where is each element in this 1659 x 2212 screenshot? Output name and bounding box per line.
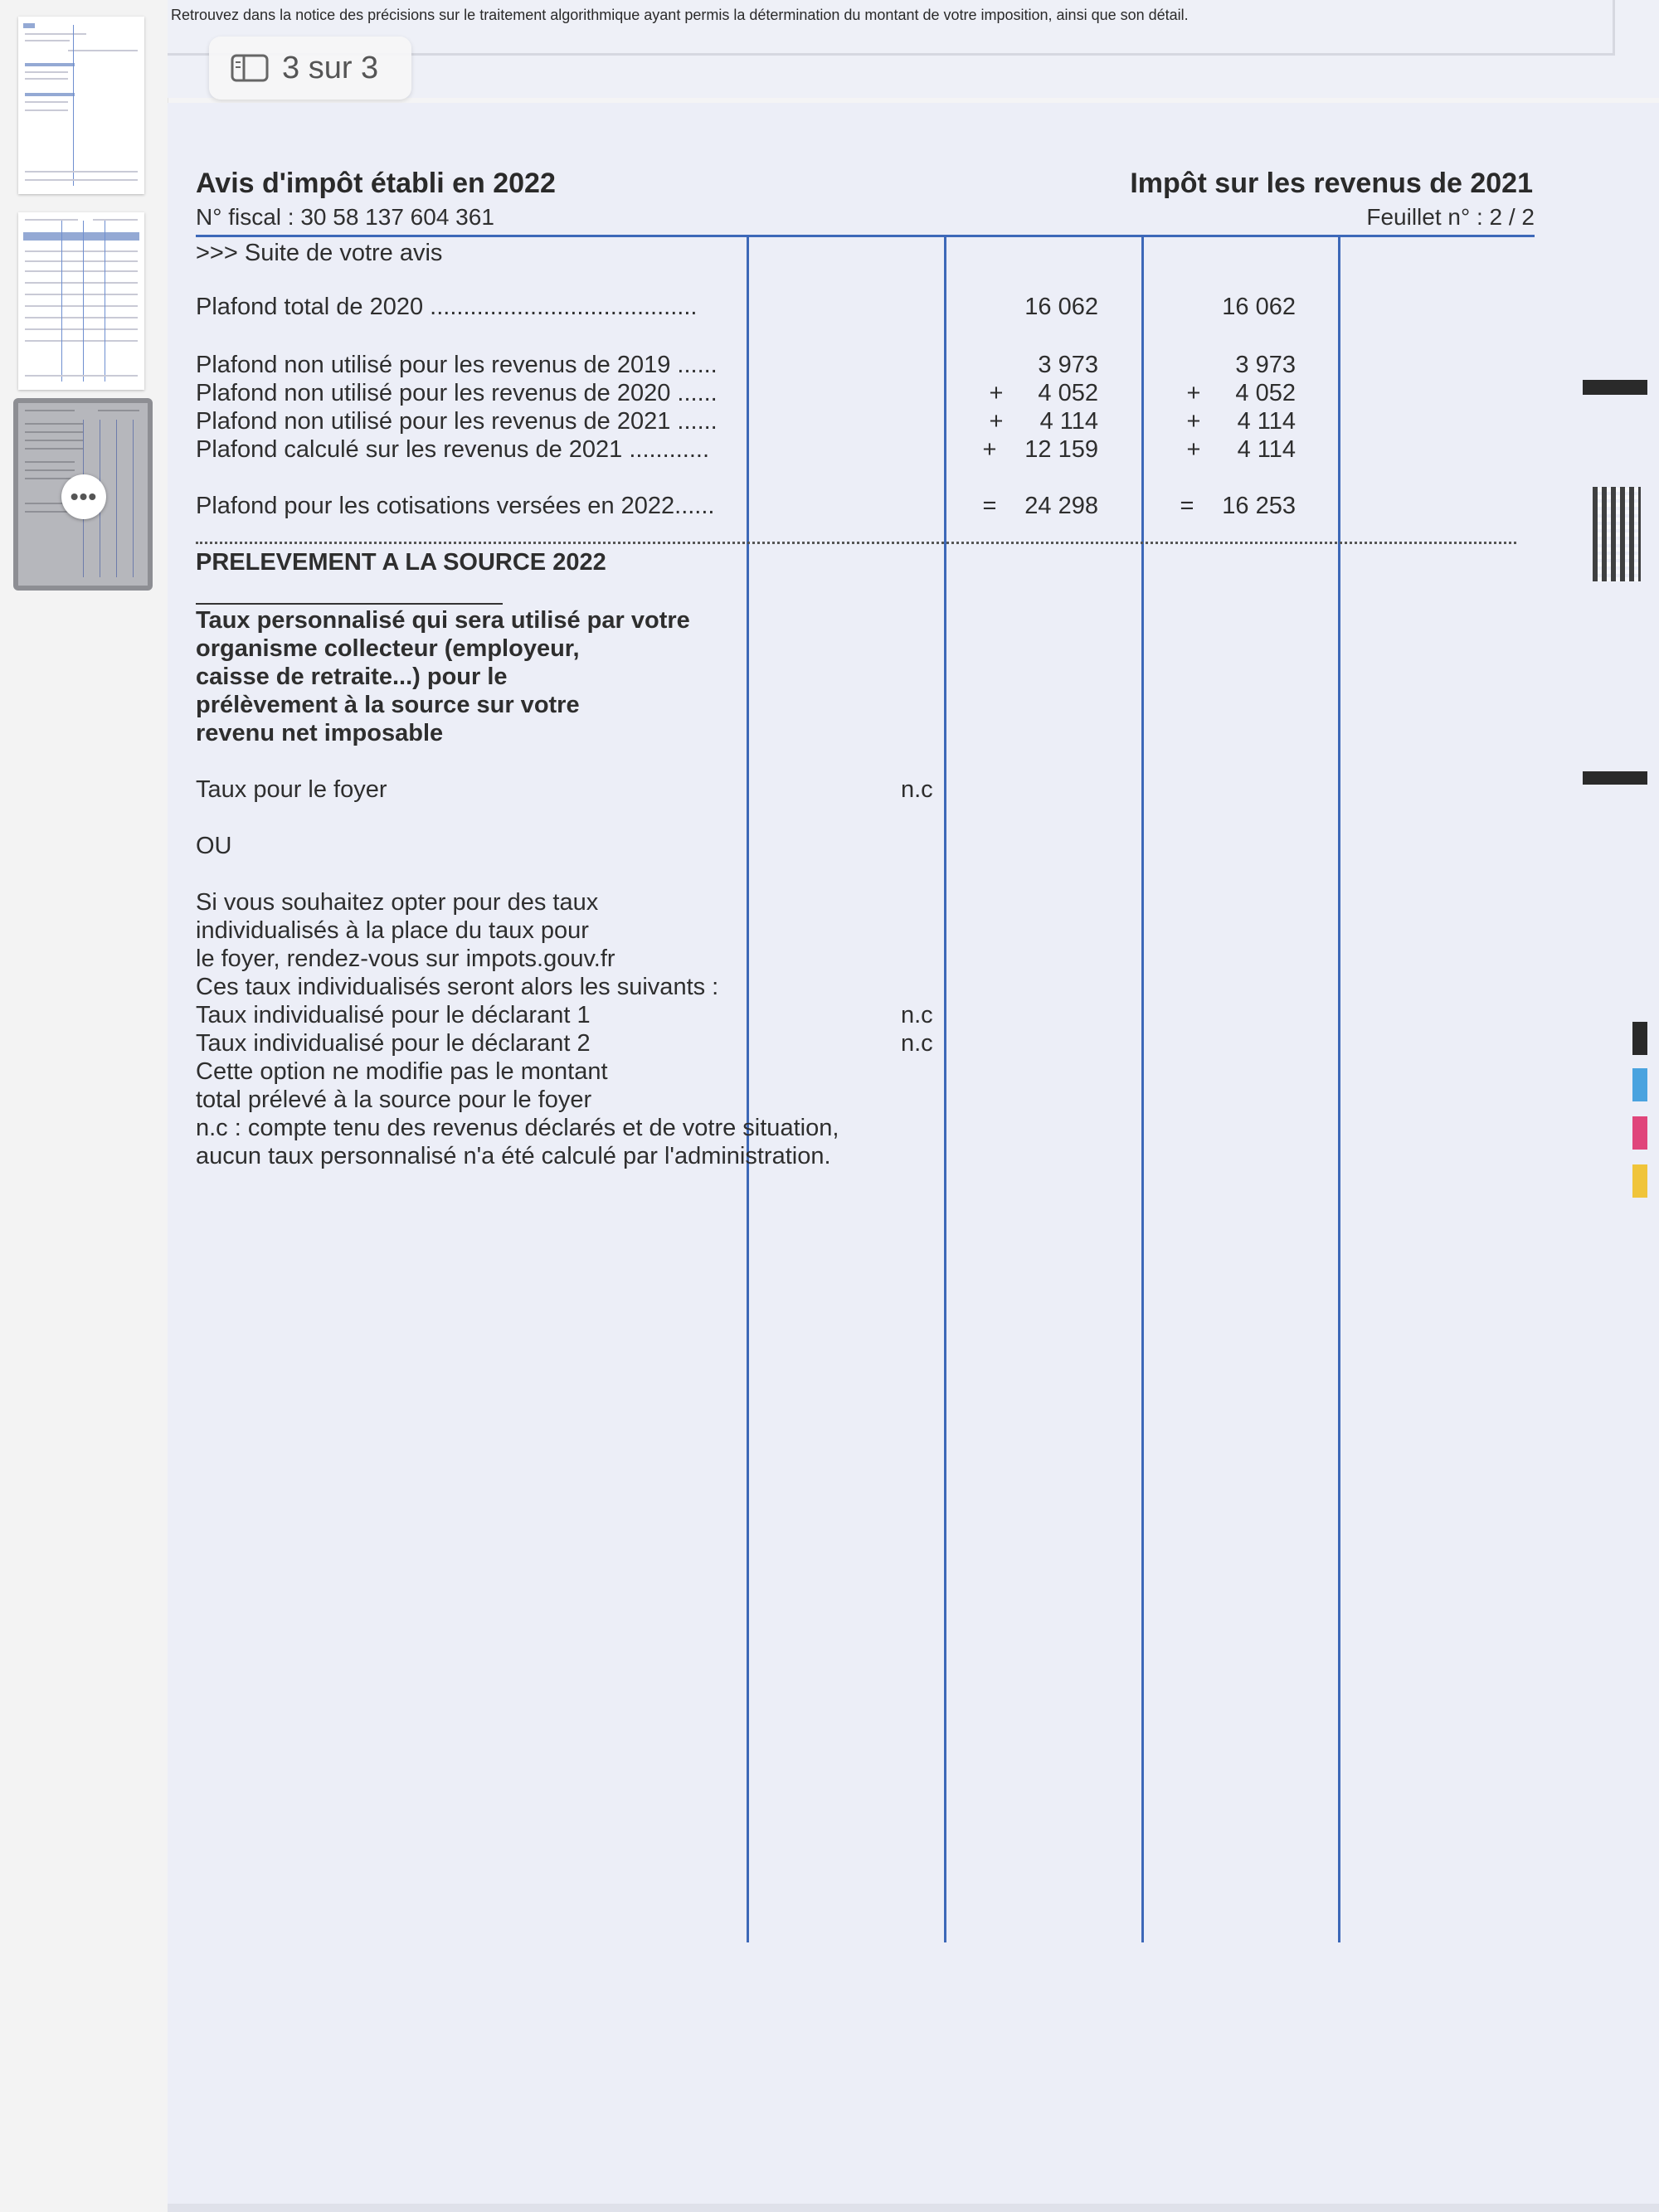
row-value-1: 24 298 [1024,493,1098,519]
datamatrix-code-icon [1593,487,1641,581]
row-value-1: 3 973 [1038,352,1098,378]
declarant-2-value: n.c [901,1030,933,1057]
rate-heading-line: organisme collecteur (employeur, [196,635,580,662]
column-divider [944,237,946,1942]
row-label: Plafond pour les cotisations versées en 2022...... [196,493,715,519]
option-text-line: Si vous souhaitez opter pour des taux [196,889,599,916]
row-label: Plafond calculé sur les revenus de 2021 ............ [196,436,710,463]
household-rate-label: Taux pour le foyer [196,776,387,803]
page-indicator-label: 3 sur 3 [282,50,379,85]
more-options-button[interactable]: ••• [61,474,106,519]
row-operator-1: + [982,436,997,463]
row-value-2: 16 253 [1222,493,1296,519]
declarant-2-label: Taux individualisé pour le déclarant 2 [196,1030,591,1057]
row-operator-2: = [1180,493,1194,519]
rate-heading-line: caisse de retraite...) pour le [196,664,508,690]
option-text-line: individualisés à la place du taux pour [196,917,589,944]
footnote-line: n.c : compte tenu des revenus déclarés et de votre situation, [196,1115,839,1141]
print-mark-magenta [1632,1116,1647,1150]
print-mark-black [1632,1022,1647,1055]
row-operator-2: + [1186,408,1201,435]
print-mark-yellow [1632,1164,1647,1198]
sidebar-toggle-icon[interactable] [231,54,269,82]
rate-heading-line: revenu net imposable [196,720,444,746]
thumbnail-sidebar [0,0,168,2212]
column-divider [1141,237,1144,1942]
footnote-line: Cette option ne modifie pas le montant [196,1058,608,1085]
option-text-line: Ces taux individualisés seront alors les suivants : [196,974,719,1000]
option-text-line: le foyer, rendez-vous sur impots.gouv.fr [196,946,615,972]
fiscal-number: N° fiscal : 30 58 137 604 361 [196,204,494,230]
row-value-2: 4 114 [1237,436,1296,463]
document-page [168,103,1659,2212]
declarant-1-label: Taux individualisé pour le déclarant 1 [196,1002,591,1028]
sheet-number: Feuillet n° : 2 / 2 [1366,204,1535,230]
page-indicator[interactable] [209,36,411,100]
or-label: OU [196,833,232,859]
section-underline [196,603,503,605]
row-label: Plafond non utilisé pour les revenus de 2019 ...... [196,352,718,378]
row-operator-1: + [989,408,1004,435]
thumbnail-page-1[interactable] [18,17,144,194]
rate-heading-line: prélèvement à la source sur votre [196,692,580,718]
page-bottom-edge [168,2204,1659,2212]
dotted-separator [196,542,1516,544]
row-value-1: 12 159 [1024,436,1098,463]
row-operator-2: + [1186,380,1201,406]
household-rate-value: n.c [901,776,933,803]
rate-heading-line: Taux personnalisé qui sera utilisé par votre [196,607,690,634]
continuation-label: >>> Suite de votre avis [196,240,443,266]
income-year-title: Impôt sur les revenus de 2021 [1130,168,1533,199]
row-operator-1: + [989,380,1004,406]
row-label: Plafond non utilisé pour les revenus de 2020 ...... [196,380,718,406]
footnote-line: total prélevé à la source pour le foyer [196,1087,592,1113]
row-label: Plafond total de 2020 ........................................ [196,294,698,320]
row-operator-2: + [1186,436,1201,463]
row-value-2: 16 062 [1222,294,1296,320]
declarant-1-value: n.c [901,1002,933,1028]
row-value-1: 16 062 [1024,294,1098,320]
column-divider [747,237,749,1942]
print-mark-bar [1583,380,1647,395]
row-operator-1: = [982,493,997,519]
row-value-2: 4 114 [1237,408,1296,435]
thumbnail-page-2[interactable] [18,212,144,390]
section-title: PRELEVEMENT A LA SOURCE 2022 [196,549,606,576]
print-mark-bar [1583,771,1647,785]
row-value-1: 4 114 [1039,408,1098,435]
row-value-2: 3 973 [1235,352,1296,378]
column-divider [1338,237,1340,1942]
footnote-line: aucun taux personnalisé n'a été calculé par l'administration. [196,1143,831,1169]
row-value-2: 4 052 [1235,380,1296,406]
row-label: Plafond non utilisé pour les revenus de 2021 ...... [196,408,718,435]
row-value-1: 4 052 [1038,380,1098,406]
print-mark-cyan [1632,1068,1647,1101]
notice-title: Avis d'impôt établi en 2022 [196,168,556,199]
previous-page-notice: Retrouvez dans la notice des précisions sur le traitement algorithmique ayant permis la détermination du montant de votre imposition, ainsi que son détail. [171,7,1189,23]
header-rule [196,235,1535,237]
